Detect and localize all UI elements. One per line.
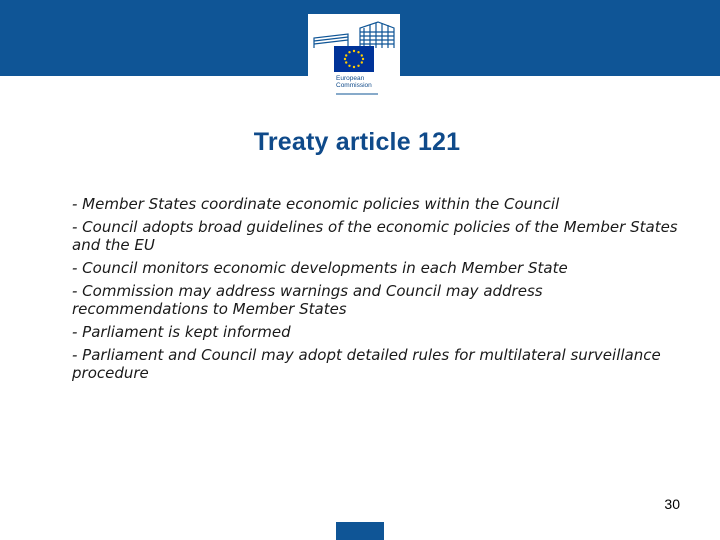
bullet-item: - Member States coordinate economic policies within the Council <box>72 195 560 213</box>
bullet-item: - Council adopts broad guidelines of the economic policies of the Member States and the EU <box>72 218 678 254</box>
slide-title-text: Treaty article 121 <box>253 128 461 156</box>
bottom-accent-bar <box>336 522 384 540</box>
slide-title <box>0 128 720 157</box>
bullet-item: - Parliament is kept informed <box>72 323 291 341</box>
logo-line-commission: Commission <box>336 82 372 89</box>
logo-wordmark <box>336 75 372 89</box>
page-number: 30 <box>664 496 680 512</box>
logo-line-european: European <box>336 75 365 82</box>
european-commission-logo <box>308 14 400 100</box>
bullet-item: - Commission may address warnings and Council may address recommendations to Member States <box>72 282 543 318</box>
bullet-item: - Parliament and Council may adopt detailed rules for multilateral surveillance procedure <box>72 346 661 382</box>
bullet-list <box>72 195 682 387</box>
bullet-item: - Council monitors economic developments in each Member State <box>72 259 568 277</box>
